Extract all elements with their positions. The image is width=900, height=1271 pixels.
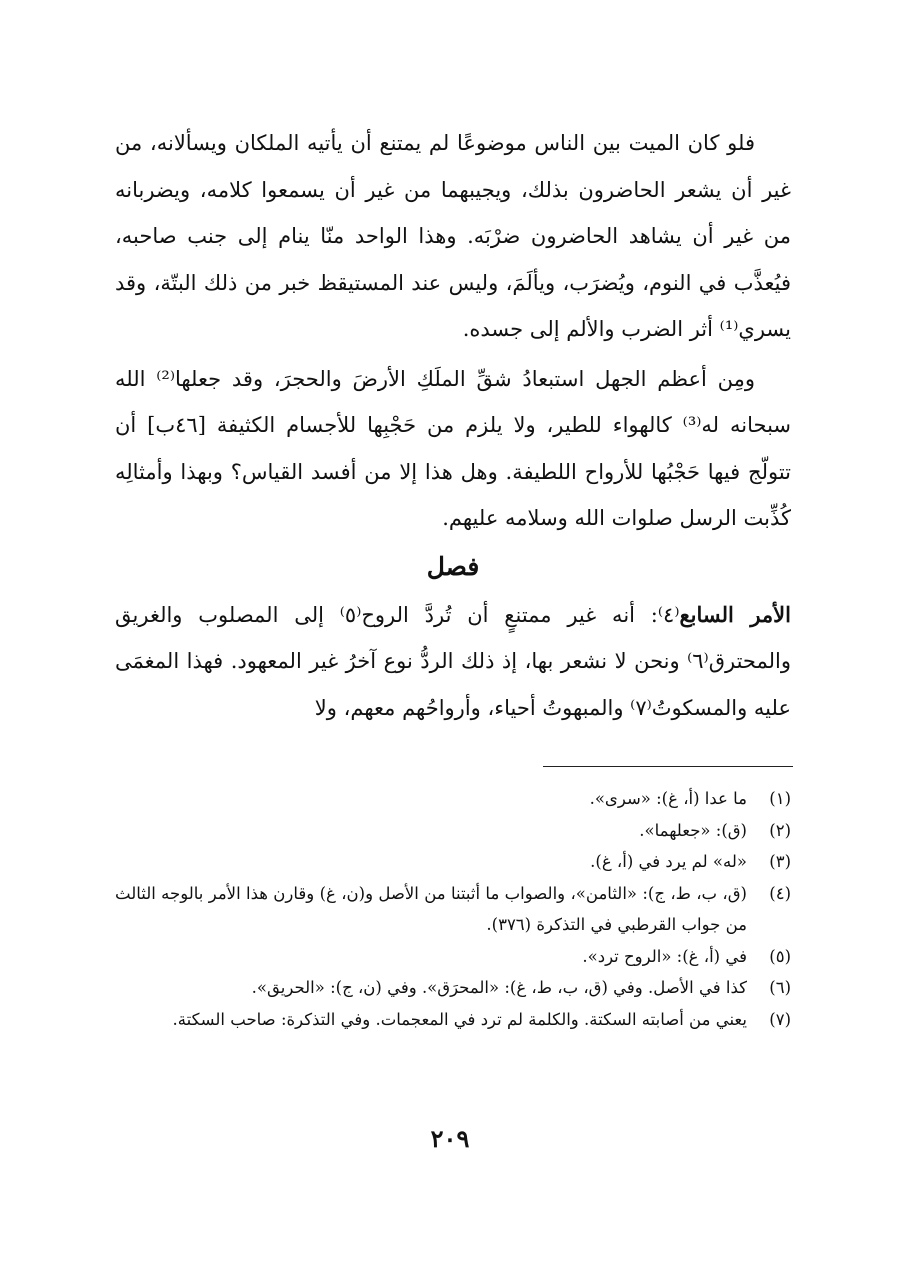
footnote-divider [543, 766, 793, 767]
footnote-number: (٤) [769, 883, 791, 903]
footnote-number: (٣) [769, 852, 791, 871]
paragraph-1: فلو كان الميت بين الناس موضوعًا لم يمتنع أن يأتيه الملكان ويسألانه، من غير أن يشعر الحاضرون بذلك، ويجيبهما من غير أن يسمعوا كلامه، ويضربانه من غير أن يشاهد الحاضرون ضرْبَه. وهذا الواحد منّا ينام إلى جنب صاحبه، فيُعذَّب في النوم، ويُضرَب، ويألَمَ، وليس عند المستيقظ خبر من ذلك البتّة، وقد يسري⁽¹⁾ أثر الضرب والألم إلى جسده. [115, 131, 791, 341]
footnote-number: (٧) [769, 1009, 791, 1029]
paragraph-3-rest: : أنه غير ممتنعٍ أن تُردَّ الروح⁽٥⁾ إلى المصلوب والغريق والمحترق⁽٦⁾ ونحن لا نشعر بها، إذ ذلك الردُّ نوع آخرُ غير المعهود. فهذا المغمَى عليه والمسكوتُ⁽٧⁾ والمبهوتُ أحياء، وأرواحُهم معهم، ولا [115, 602, 791, 720]
footnote-7 [115, 1004, 791, 1036]
footnote-text: يعني من أصابته السكتة. والكلمة لم ترد في المعجمات. وفي التذكرة: صاحب السكتة. [172, 1009, 747, 1029]
footnote-text: «له» لم يرد في (أ، غ). [590, 852, 747, 871]
footnote-6 [115, 972, 791, 1004]
main-text [115, 120, 791, 731]
paragraph-3-lead: الأمر السابع [679, 601, 791, 627]
footnote-4 [115, 878, 791, 941]
footnotes [115, 783, 791, 1035]
footnote-text: (ق، ب، ط، ج): «الثامن»، والصواب ما أثبتنا من الأصل و(ن، غ) وقارن هذا الأمر بالوجه الثالث من جواب القرطبي في التذكرة (٣٧٦). [115, 883, 747, 934]
footnote-number: (٢) [769, 820, 791, 840]
footnote-text: (ق): «جعلهما». [639, 820, 747, 840]
page-number: ٢٠٩ [430, 1124, 470, 1153]
section-heading: فصل [426, 551, 480, 581]
paragraph-3 [115, 592, 791, 732]
paragraph-2: ومِن أعظم الجهل استبعادُ شقِّ الملَكِ الأرضَ والحجرَ، وقد جعلها⁽²⁾ الله سبحانه له⁽³⁾ كالهواء للطير، ولا يلزم من حَجْبِها للأجسام الكثيفة [٤٦ب] أن تتولّج فيها حَجْبُها للأرواح اللطيفة. وهل هذا إلا من أفسد القياس؟ وبهذا وأمثالِه كُذِّبت الرسل صلوات الله وسلامه عليهم. [115, 366, 791, 530]
footnote-number: (٦) [769, 978, 791, 997]
footnote-2 [115, 815, 791, 847]
footnote-5 [115, 941, 791, 973]
footnote-number: (١) [769, 789, 791, 808]
footnote-number: (٥) [769, 946, 791, 966]
paragraph-3-lead-marker: ⁽٤⁾ [657, 602, 680, 627]
footnote-text: كذا في الأصل. وفي (ق، ب، ط، غ): «المحرَق». وفي (ن، ج): «الحريق». [251, 978, 747, 997]
footnote-text: في (أ، غ): «الروح ترد». [582, 946, 747, 966]
footnote-text: ما عدا (أ، غ): «سرى». [589, 789, 747, 808]
footnote-1 [115, 783, 791, 815]
footnote-3 [115, 846, 791, 878]
